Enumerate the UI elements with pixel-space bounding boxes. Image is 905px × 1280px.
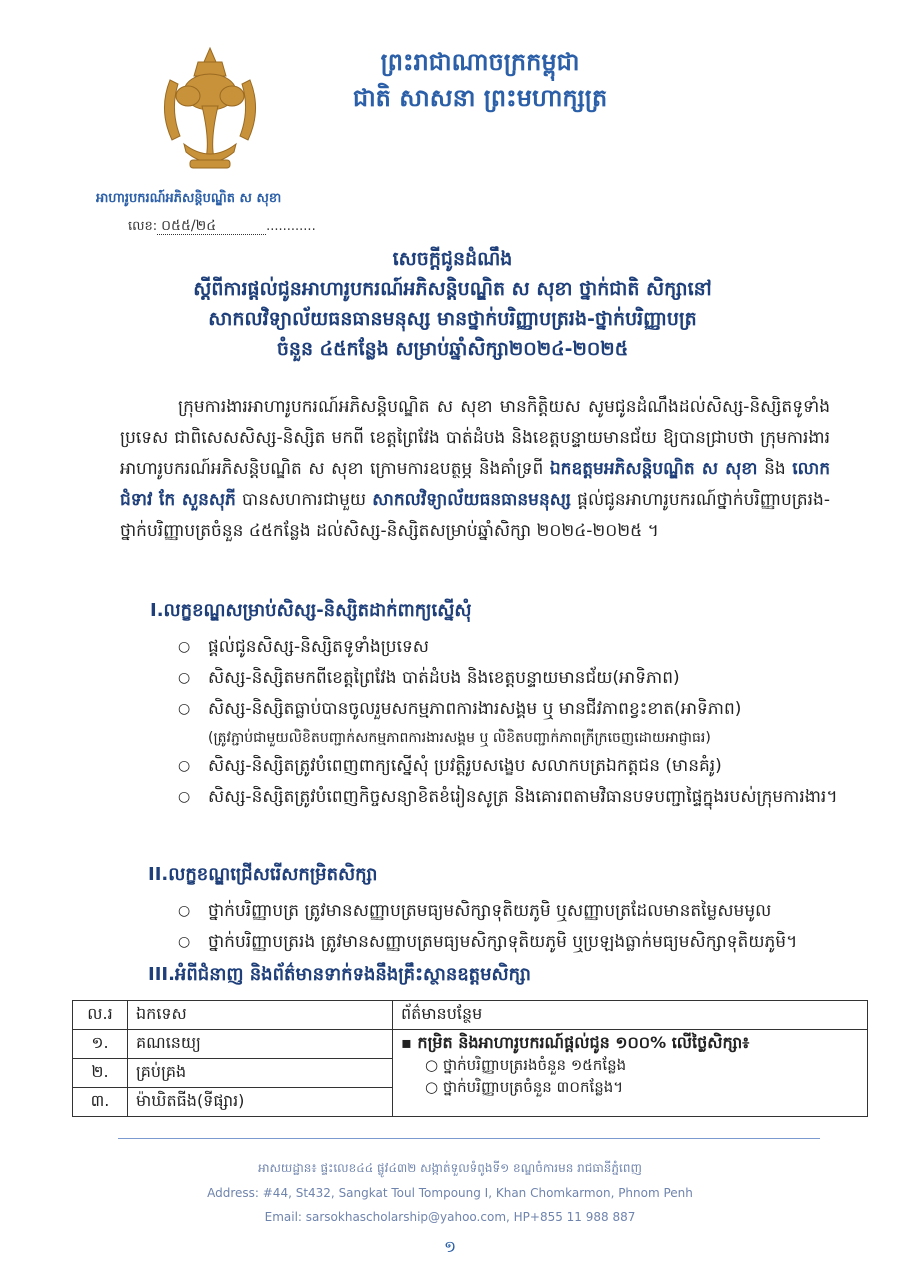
intro-part-1: ក្រុមការងារអាហារូបករណ៍អភិសន្តិបណ្ឌិត ស សុខា មានកិត្តិយស សូមជូនដំណឹងដល់សិស្ស-និស្សិតទូទាំងប្រទេស ជាពិសេសសិស្ស-និស្សិត មកពី ខេត្តព្រៃវែង បាត់ដំបង និងខេត្តបន្ទាយមានជ័យ ឱ្យបានជ្រាបថា ក្រុមការងារអាហារូបករណ៍អភិសន្តិបណ្ឌិត ស សុខា ក្រោមការឧបត្ថម្ភ និងគាំទ្រពី — [120, 397, 830, 479]
extra-item: ○ ថ្នាក់បរិញ្ញាបត្ររងចំនួន ១៥កន្លែង — [425, 1056, 627, 1074]
intro-part-4: ផ្តល់ជូនអាហារូបករណ៍ថ្នាក់បរិញ្ញាបត្ររង-ថ្នាក់បរិញ្ញាបត្រចំនួន ៤៥កន្លែង ដល់សិស្ស-និស្សិតសម្រាប់ឆ្នាំសិក្សា ២០២៤-២០២៥ ។ — [120, 490, 830, 541]
list-item: ○ ថ្នាក់បរិញ្ញាបត្ររង ត្រូវមានសញ្ញាបត្រមធ្យមសិក្សាទុតិយភូមិ ឬប្រឡងធ្លាក់មធ្យមសិក្សាទុតិយភូមិ។ — [178, 927, 838, 958]
section-1-title: I.លក្ខខណ្ឌសម្រាប់សិស្ស-និស្សិតដាក់ពាក្យស្នើសុំ — [150, 600, 472, 621]
page-number: ១ — [443, 1237, 457, 1256]
circle-bullet-icon: ○ — [178, 758, 191, 774]
list-item: ○ ផ្តល់ជូនសិស្ស-និស្សិតទូទាំងប្រទេស — [178, 632, 838, 663]
row-major: គ្រប់គ្រង — [128, 1059, 393, 1088]
list-item: ○ សិស្ស-និស្សិតមកពីខេត្តព្រៃវែង បាត់ដំបង និងខេត្តបន្ទាយមានជ័យ(អាទិភាព) — [178, 663, 838, 694]
title-line-1: សេចក្តីជូនដំណឹង — [392, 248, 513, 270]
circle-bullet-icon: ○ — [178, 670, 191, 686]
organization-name: អាហារូបករណ៍អភិសន្តិបណ្ឌិត ស សុខា — [96, 191, 282, 206]
table-row — [73, 1030, 868, 1059]
intro-bold-2: លោកជំទាវ កែ សួនសុភី — [120, 459, 831, 510]
row-major: គណនេយ្យ — [128, 1030, 393, 1059]
intro-paragraph — [120, 392, 830, 547]
square-bullet-icon: ▪ — [401, 1033, 418, 1052]
reference-dots: ............ — [266, 219, 316, 234]
section-2-title: II.លក្ខខណ្ឌជ្រើសរើសកម្រិតសិក្សា — [148, 864, 378, 885]
list-item: ○ សិស្ស-និស្សិតធ្លាប់បានចូលរួមសកម្មភាពការងារសង្គម ឬ មានជីវភាពខ្វះខាត(អាទិភាព) — [178, 694, 838, 725]
intro-part-2: និង — [757, 459, 786, 479]
section-1-list — [178, 632, 838, 813]
footer-address-km: អាសយដ្ឋាន៖ ផ្ទះលេខ៤៤ ផ្លូវ៤៣២ សង្កាត់ទួលទំពូងទី១ ខណ្ឌចំការមន រាជធានីភ្នំពេញ — [258, 1161, 642, 1175]
row-no: ៣. — [73, 1088, 128, 1117]
title-line-2: ស្តីពីការផ្តល់ជូនអាហារូបករណ៍អភិសន្តិបណ្ឌិត ស សុខា ថ្នាក់ជាតិ សិក្សានៅ — [193, 278, 712, 300]
section-2-list — [178, 896, 838, 958]
footer-contact: Email: sarsokhascholarship@yahoo.com, HP+855 11 988 887 — [264, 1210, 636, 1224]
extra-item: ○ ថ្នាក់បរិញ្ញាបត្រចំនួន ៣០កន្លែង។ — [425, 1078, 624, 1096]
reference-number — [128, 216, 316, 237]
list-item: ○ ថ្នាក់បរិញ្ញាបត្រ ត្រូវមានសញ្ញាបត្រមធ្យមសិក្សាទុតិយភូមិ ឬសញ្ញាបត្រដែលមានតម្លៃសមមូល — [178, 896, 838, 927]
intro-bold-1: ឯកឧត្តមអភិសន្តិបណ្ឌិត ស សុខា — [549, 459, 758, 479]
row-major: ម៉ាឃិតធីង(ទីផ្សារ) — [128, 1088, 393, 1117]
row-no: ២. — [73, 1059, 128, 1088]
reference-label: លេខ: — [128, 219, 158, 234]
intro-bold-3: សាកលវិទ្យាល័យធនធានមនុស្ស — [372, 490, 571, 510]
circle-bullet-icon: ○ — [178, 934, 191, 950]
title-line-4: ចំនួន ៤៥កន្លែង សម្រាប់ឆ្នាំសិក្សា២០២៤-២០២៥ — [276, 338, 629, 360]
header-no: ល.រ — [73, 1001, 128, 1030]
list-item: ○ សិស្ស-និស្សិតត្រូវបំពេញពាក្យស្នើសុំ ប្រវត្តិរូបសង្ខេប សលាកបត្រឯកត្តជន (មានគំរូ) — [178, 751, 838, 782]
footer-divider — [118, 1138, 820, 1139]
header-major: ឯកទេស — [128, 1001, 393, 1030]
row-no: ១. — [73, 1030, 128, 1059]
kingdom-line-1: ព្រះរាជាណាចក្រកម្ពុជា — [380, 48, 580, 76]
circle-bullet-icon: ○ — [178, 903, 191, 919]
circle-bullet-icon: ○ — [178, 701, 191, 717]
kingdom-header — [290, 44, 670, 116]
reference-value: ០៥៥/២៤ — [157, 218, 266, 235]
list-item: ○ សិស្ស-និស្សិតត្រូវបំពេញកិច្ចសន្យាខិតខំរៀនសូត្រ និងគោរពតាមវិធានបទបញ្ជាផ្ទៃក្នុងរបស់ក្រុមការងារ។ — [178, 782, 838, 813]
circle-bullet-icon: ○ — [178, 639, 191, 655]
circle-bullet-icon: ○ — [425, 1056, 443, 1074]
kingdom-line-2: ជាតិ សាសនា ព្រះមហាក្សត្រ — [352, 84, 608, 112]
footer-address-en: Address: #44, St432, Sangkat Toul Tompoung I, Khan Chomkarmon, Phnom Penh — [207, 1186, 693, 1200]
list-note: (ត្រូវភ្ជាប់ជាមួយលិខិតបញ្ជាក់សកម្មភាពការងារសង្គម ឬ លិខិតបញ្ជាក់ភាពក្រីក្រចេញដោយអាជ្ញាធរ) — [208, 730, 711, 746]
section-3-title: III.អំពីជំនាញ និងព័ត៌មានទាក់ទងនឹងគ្រឹះស្ថានឧត្តមសិក្សា — [148, 964, 531, 985]
title-line-3: សាកលវិទ្យាល័យធនធានមនុស្ស មានថ្នាក់បរិញ្ញាបត្ររង-ថ្នាក់បរិញ្ញាបត្រ — [208, 308, 697, 330]
table-header-row — [73, 1001, 868, 1030]
majors-table — [72, 1000, 868, 1117]
circle-bullet-icon: ○ — [178, 789, 191, 805]
intro-part-3: បានសហការជាមួយ — [235, 490, 367, 510]
circle-bullet-icon: ○ — [425, 1078, 443, 1096]
header-extra: ព័ត៌មានបន្ថែម — [393, 1001, 868, 1030]
emblem-logo — [150, 40, 270, 180]
notice-title — [80, 244, 825, 364]
extra-info-cell — [393, 1030, 868, 1117]
extra-title: ▪ កម្រិត និងអាហារូបករណ៍ផ្តល់ជូន ១០០% លើថ្លៃសិក្សា៖ — [401, 1033, 750, 1052]
